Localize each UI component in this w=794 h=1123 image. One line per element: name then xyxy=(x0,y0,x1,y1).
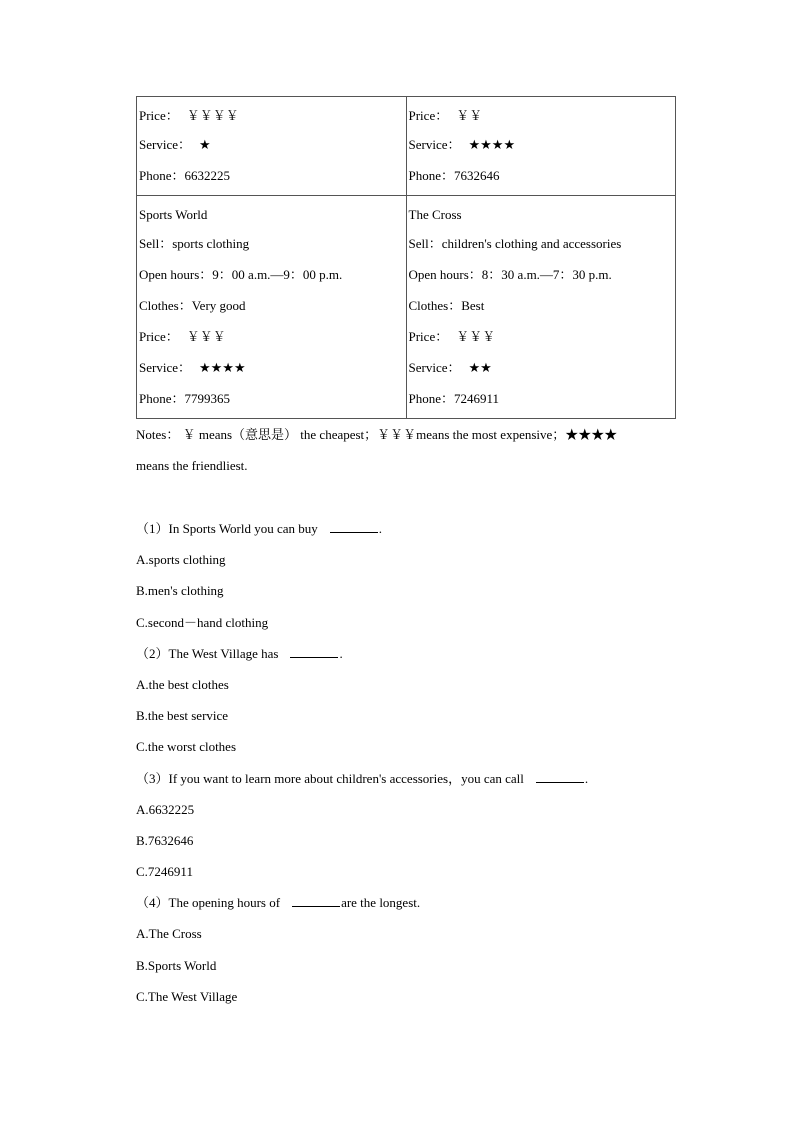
question-text: （2）The West Village has xyxy=(136,645,279,661)
answer-option[interactable]: A.The Cross xyxy=(136,926,202,942)
question-text: （1）In Sports World you can buy xyxy=(136,521,318,536)
answer-option[interactable]: B.7632646 xyxy=(136,832,194,848)
cell-line xyxy=(139,198,405,228)
document-page xyxy=(136,96,676,1012)
answer-option[interactable]: A.6632225 xyxy=(136,801,195,817)
line-value: 9：00 a.m.—9：00 p.m. xyxy=(212,267,343,282)
question-stem xyxy=(136,887,676,918)
line-label: Clothes： xyxy=(139,298,192,313)
table-cell xyxy=(137,97,407,196)
cell-line xyxy=(409,290,675,321)
question-suffix: . xyxy=(339,645,343,661)
cell-line xyxy=(409,259,675,290)
table-row xyxy=(137,97,676,196)
answer-option[interactable]: A.the best clothes xyxy=(136,676,229,692)
line-value: ￥￥￥￥ xyxy=(186,108,239,123)
question-stem xyxy=(136,513,676,544)
line-value: ★ xyxy=(198,137,211,152)
line-label: Price： xyxy=(139,329,179,344)
question-stem xyxy=(136,638,676,669)
cell-line xyxy=(409,99,675,129)
line-value: 6632225 xyxy=(184,168,231,183)
line-label: Open hours： xyxy=(139,267,213,282)
line-label: Open hours： xyxy=(408,267,482,282)
answer-option[interactable]: B.the best service xyxy=(136,708,229,724)
notes xyxy=(136,419,676,481)
answer-option[interactable]: B.men's clothing xyxy=(136,583,224,599)
line-label: Price： xyxy=(408,329,449,344)
line-label: Price： xyxy=(408,108,449,123)
line-value: 7632646 xyxy=(454,168,500,183)
table-cell xyxy=(137,196,407,419)
line-value: ★★★★ xyxy=(198,360,246,375)
line-label: Sell： xyxy=(408,236,442,251)
table-cell xyxy=(406,97,676,196)
cell-line xyxy=(139,290,405,321)
answer-option[interactable]: C.second－hand clothing xyxy=(136,614,269,630)
cell-line xyxy=(139,259,405,290)
line-value: children's clothing and accessories xyxy=(441,236,622,251)
shop-info-table xyxy=(136,96,676,419)
line-label: Phone： xyxy=(408,168,455,183)
cell-line xyxy=(139,228,405,259)
line-label: Clothes： xyxy=(408,298,462,313)
line-value: ￥￥￥ xyxy=(186,329,226,344)
line-label: Service： xyxy=(408,360,461,375)
line-value: sports clothing xyxy=(172,236,250,251)
answer-option[interactable]: A.sports clothing xyxy=(136,552,226,568)
answer-option[interactable]: C.The West Village xyxy=(136,988,238,1004)
line-value: ★★★★ xyxy=(468,137,516,152)
cell-line xyxy=(139,352,405,383)
line-label: Service： xyxy=(139,137,191,152)
line-label: Sell： xyxy=(139,236,173,251)
cell-line xyxy=(409,129,675,160)
cell-line xyxy=(409,383,675,414)
table-row xyxy=(137,196,676,419)
answer-blank[interactable] xyxy=(536,770,584,783)
answer-blank[interactable] xyxy=(290,645,338,658)
answer-option[interactable]: C.the worst clothes xyxy=(136,739,237,755)
question-text: （4）The opening hours of xyxy=(136,895,281,911)
cell-line xyxy=(139,99,405,129)
question-suffix: . xyxy=(378,521,383,536)
answer-option[interactable]: C.7246911 xyxy=(136,864,193,880)
question-text: （3）If you want to learn more about children's accessories，you can call xyxy=(136,770,524,786)
line-value: 7799365 xyxy=(184,391,231,406)
cell-line xyxy=(139,160,405,191)
answer-option[interactable]: B.Sports World xyxy=(136,957,217,973)
line-value: ￥￥￥ xyxy=(456,329,496,344)
question-suffix: . xyxy=(584,770,589,786)
question-suffix: are the longest. xyxy=(341,895,421,911)
cell-line xyxy=(139,321,405,352)
line-label: Phone： xyxy=(139,168,185,183)
cell-line xyxy=(409,228,675,259)
notes-line: means the friendliest. xyxy=(136,458,248,473)
line-value: 7246911 xyxy=(454,391,500,406)
line-label: Service： xyxy=(408,137,461,152)
cell-line xyxy=(139,129,405,160)
cell-line xyxy=(139,383,405,414)
line-label: Price： xyxy=(139,108,179,123)
table-cell xyxy=(406,196,676,419)
notes-line: Notes： ￥ means（意思是） the cheapest；￥￥￥means the most expensive；★★★★ xyxy=(136,427,618,442)
line-value: 8：30 a.m.—7：30 p.m. xyxy=(481,267,612,282)
cell-line xyxy=(409,352,675,383)
answer-blank[interactable] xyxy=(292,894,340,907)
line-label: Phone： xyxy=(408,391,455,406)
line-label: Service： xyxy=(139,360,191,375)
cell-line xyxy=(409,321,675,352)
cell-line xyxy=(409,160,675,191)
question-list xyxy=(136,513,676,1012)
line-label: Phone： xyxy=(139,391,185,406)
answer-blank[interactable] xyxy=(330,520,378,533)
cell-line xyxy=(409,198,675,228)
question-stem xyxy=(136,763,676,794)
line-value: Best xyxy=(461,298,485,313)
shop-name: Sports World xyxy=(139,207,208,222)
shop-name: The Cross xyxy=(408,207,462,222)
line-value: Very good xyxy=(191,298,246,313)
line-value: ★★ xyxy=(468,360,492,375)
line-value: ￥￥ xyxy=(456,108,483,123)
